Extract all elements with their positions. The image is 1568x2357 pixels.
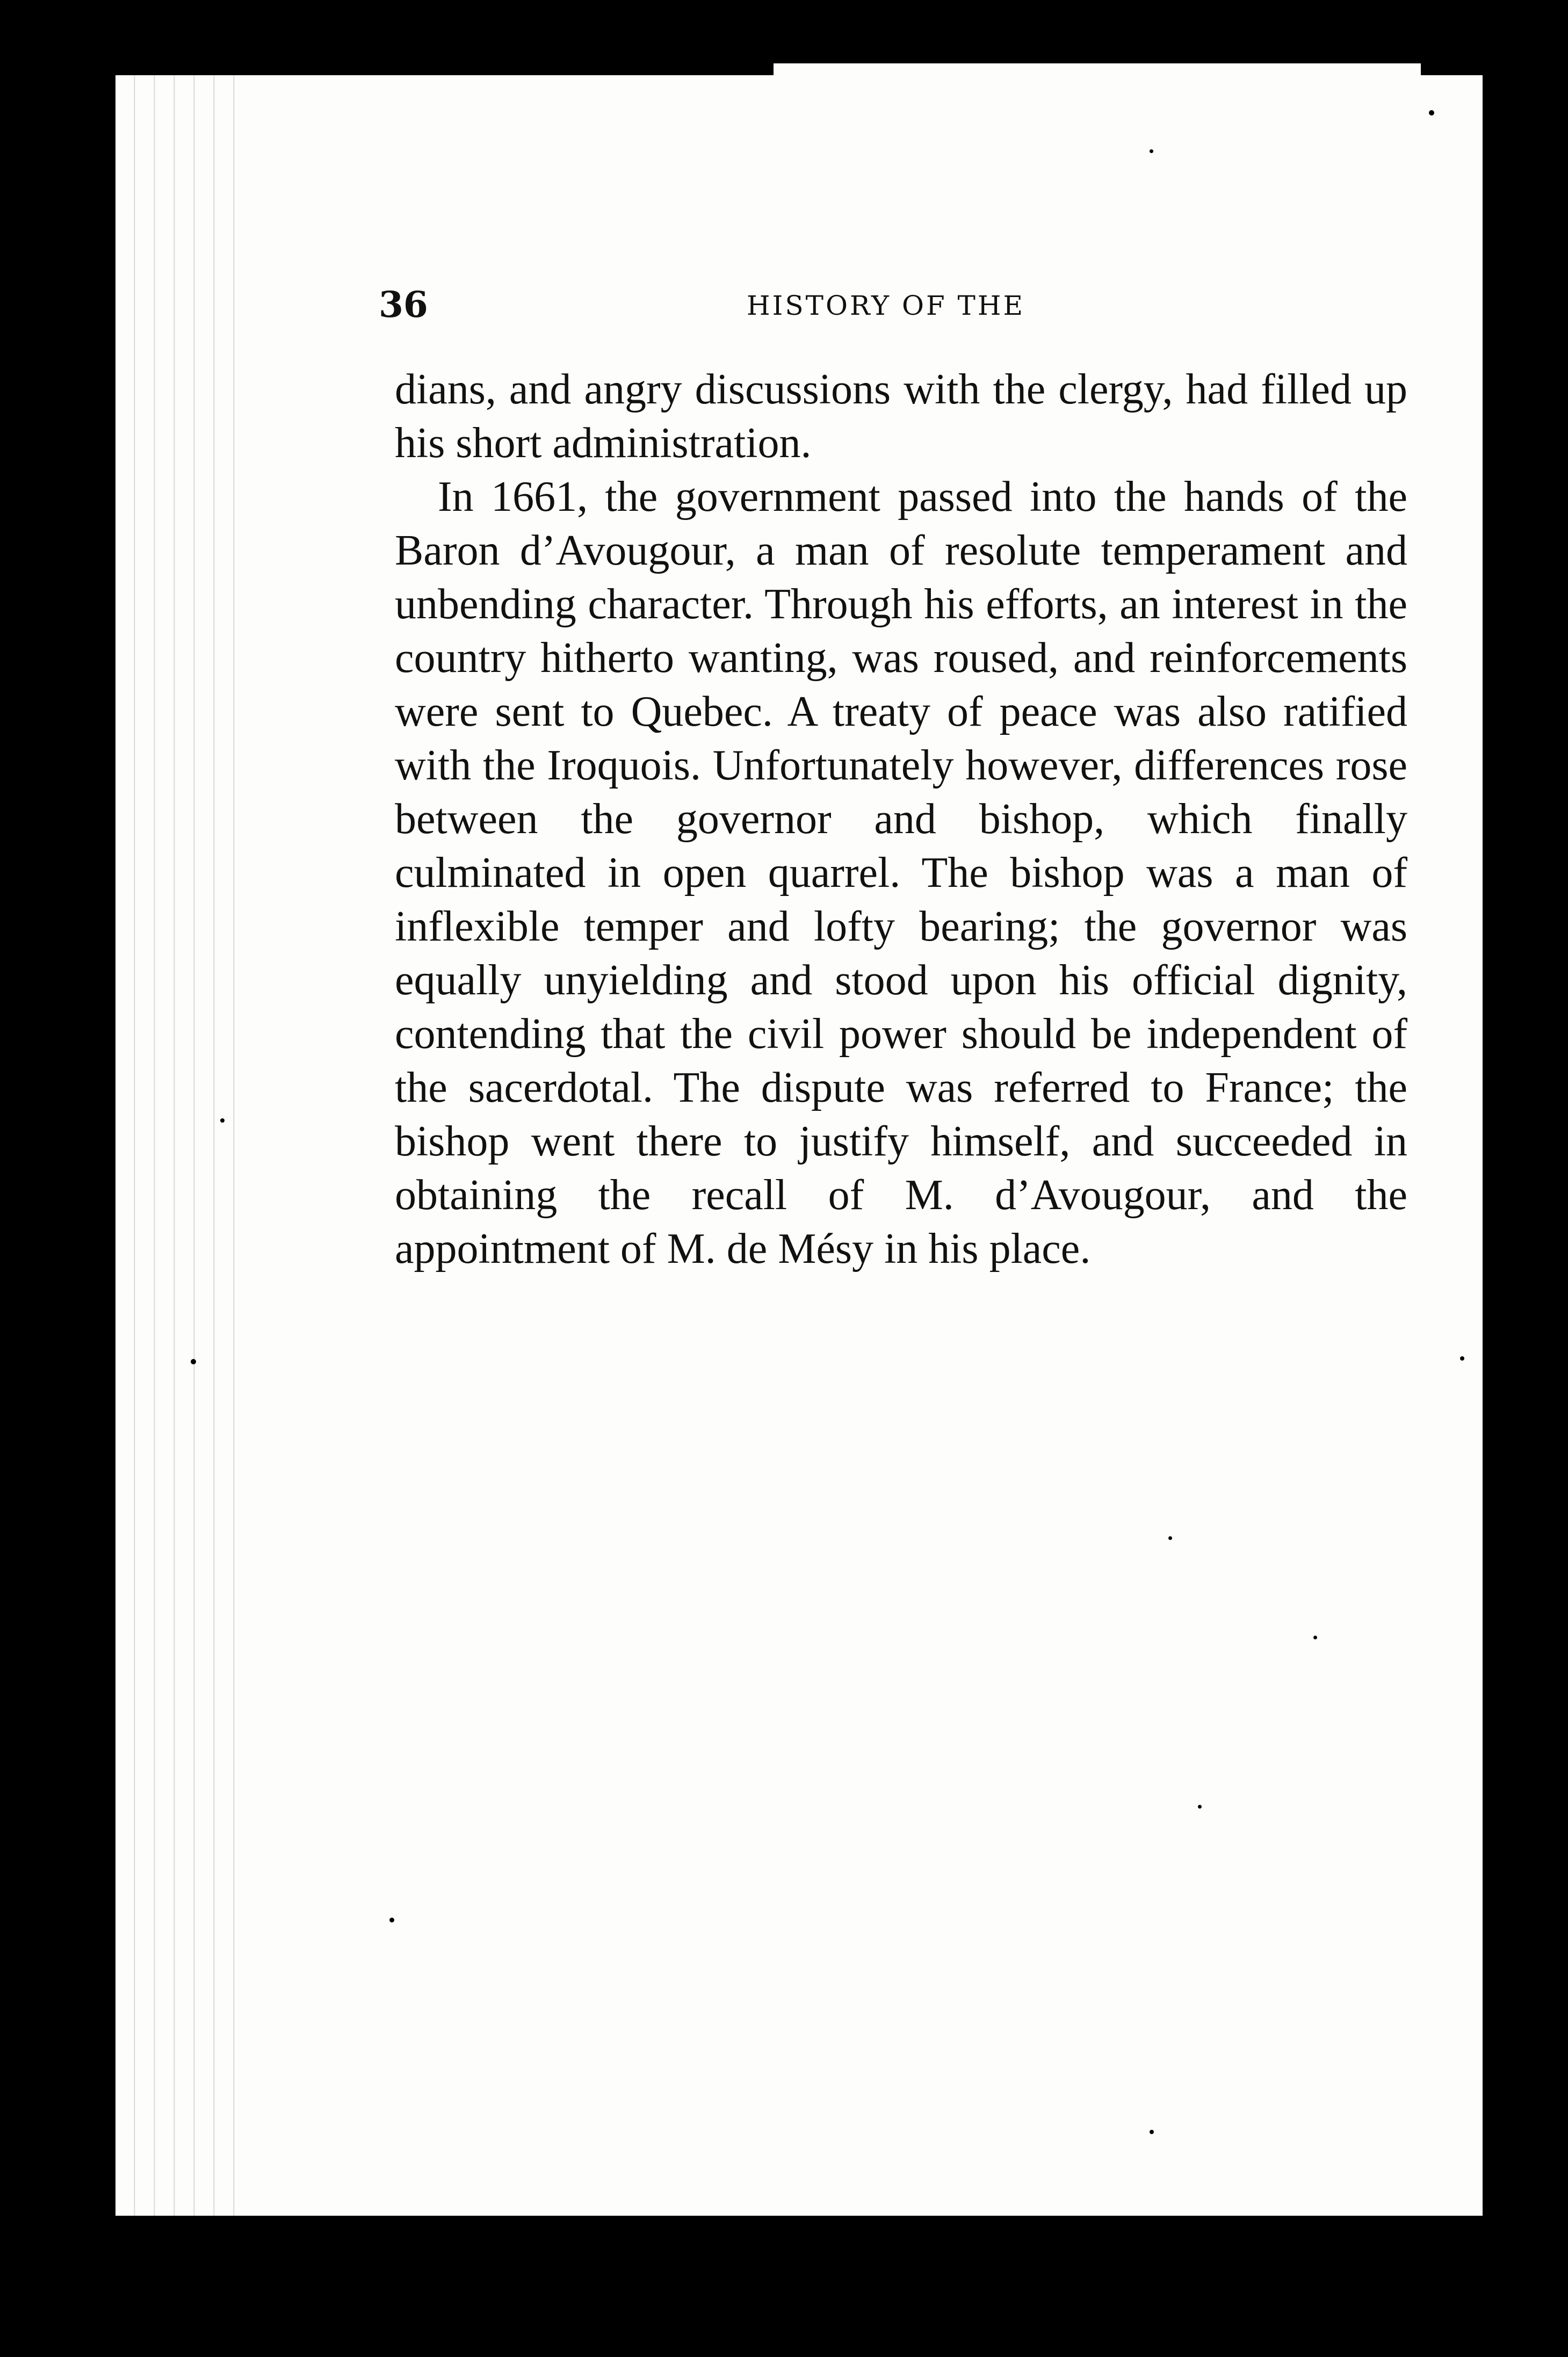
scan-speck <box>1198 1805 1202 1809</box>
page-body <box>395 363 1407 1276</box>
scan-speck <box>191 1359 196 1364</box>
scan-speck <box>1150 2130 1154 2134</box>
page-top-edge <box>774 63 1421 75</box>
scan-speck <box>220 1118 225 1123</box>
paragraph-continuation: dians, and angry discussions with the clergy, had filled up his short administration. <box>395 366 1407 467</box>
page-number: 36 <box>379 284 428 326</box>
paragraph-main: In 1661, the government passed into the hands of the Baron d’Avougour, a man of resolute temperament and unbending character. Through his efforts, an interest in the country hitherto wanting, was roused, and reinforcements were sent to Quebec. A treaty of peace was also ratified with the Iroquois. Unfortunately however, differences rose between the governor and bishop, which finally culminated in open quarrel. The bishop was a man of inflexible temper and lofty bearing; the governor was equally unyielding and stood upon his official dignity, contending that the civil power should be independent of the sacerdotal. The dispute was referred to France; the bishop went there to justify himself, and succeeded in obtaining the recall of M. d’Avougour, and the appointment of M. de Mésy in his place. <box>395 473 1407 1273</box>
scan-speck <box>1460 1356 1464 1361</box>
scan-speck <box>1168 1536 1172 1540</box>
scan-speck <box>1429 110 1434 115</box>
scan-speck <box>389 1918 394 1922</box>
binding-gutter <box>115 75 239 2216</box>
running-head: HISTORY OF THE <box>747 290 1025 321</box>
scan-speck <box>1313 1636 1317 1639</box>
scan-speck <box>1150 149 1153 153</box>
page-header <box>379 284 1418 332</box>
